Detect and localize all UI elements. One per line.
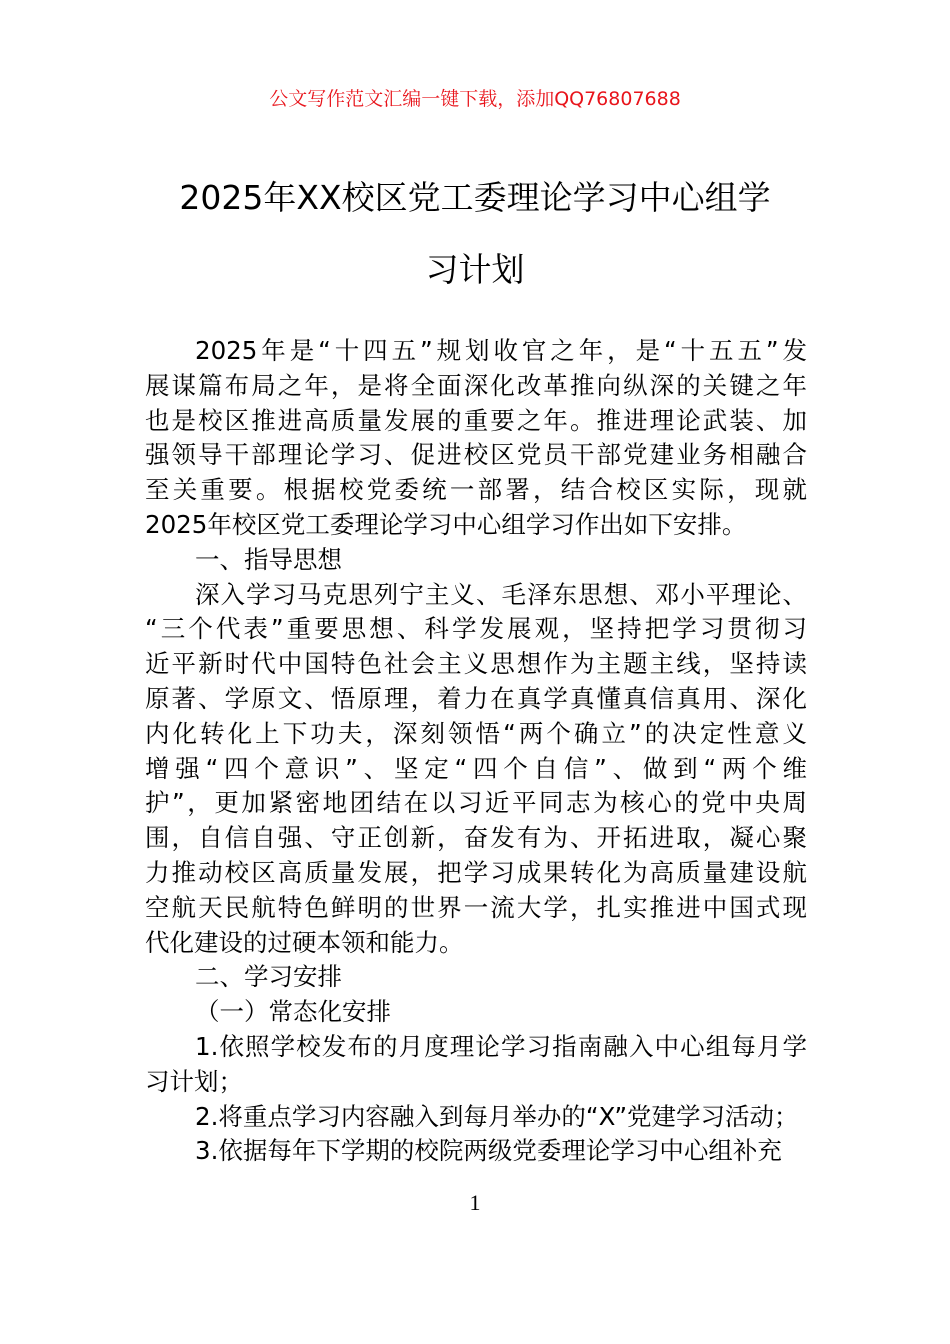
body-text-line: 内化转化上下功夫，深刻领悟“两个确立”的决定性意义: [145, 718, 807, 748]
body-text-line: 二、学习安排: [195, 962, 342, 992]
body-text-line: 力推动校区高质量发展，把学习成果转化为高质量建设航: [145, 857, 807, 887]
document-body: [145, 334, 807, 1169]
body-text-line: 深入学习马克思列宁主义、毛泽东思想、邓小平理论、: [195, 579, 807, 609]
body-text-line: 近平新时代中国特色社会主义思想作为主题主线，坚持读: [145, 649, 807, 679]
body-text-line: 2025年是“十四五”规划收官之年，是“十五五”发: [195, 336, 807, 365]
body-text-line: （一）常态化安排: [195, 997, 391, 1027]
body-text-line: 强领导干部理论学习、促进校区党员干部党建业务相融合: [145, 440, 807, 470]
body-text-line: 至关重要。根据校党委统一部署，结合校区实际，现就: [145, 475, 807, 505]
body-text-line: 围，自信自强、守正创新，奋发有为、开拓进取，凝心聚: [145, 823, 807, 853]
body-text-line: 展谋篇布局之年，是将全面深化改革推向纵深的关键之年: [145, 370, 807, 400]
body-text-line: 一、指导思想: [195, 544, 342, 574]
body-text-line: 代化建设的过硬本领和能力。: [145, 927, 464, 957]
page-number: 1: [469, 1190, 481, 1215]
document-title-line-1: 2025年XX校区党工委理论学习中心组学: [179, 178, 771, 217]
body-text-line: 增强“四个意识”、坚定“四个自信”、做到“两个维: [145, 753, 807, 783]
body-text-line: 空航天民航特色鲜明的世界一流大学，扎实推进中国式现: [145, 892, 807, 922]
body-text-line: “三个代表”重要思想、科学发展观，坚持把学习贯彻习: [145, 614, 807, 644]
body-text-line: 习计划；: [145, 1066, 243, 1096]
body-text-line: 原著、学原文、悟原理，着力在真学真懂真信真用、深化: [145, 683, 807, 713]
download-banner: 公文写作范文汇编一键下载，添加QQ76807688: [269, 88, 681, 110]
body-text-line: 2025年校区党工委理论学习中心组学习作出如下安排。: [145, 509, 747, 539]
body-text-line: 3.依据每年下学期的校院两级党委理论学习中心组补充: [195, 1136, 782, 1166]
body-text-line: 护”，更加紧密地团结在以习近平同志为核心的党中央周: [145, 788, 807, 818]
document-title-line-2: 习计划: [425, 250, 525, 289]
body-text-line: 也是校区推进高质量发展的重要之年。推进理论武装、加: [145, 405, 807, 435]
body-text-line: 2.将重点学习内容融入到每月举办的“X”党建学习活动；: [195, 1101, 799, 1131]
body-text-line: 1.依照学校发布的月度理论学习指南融入中心组每月学: [195, 1031, 807, 1061]
